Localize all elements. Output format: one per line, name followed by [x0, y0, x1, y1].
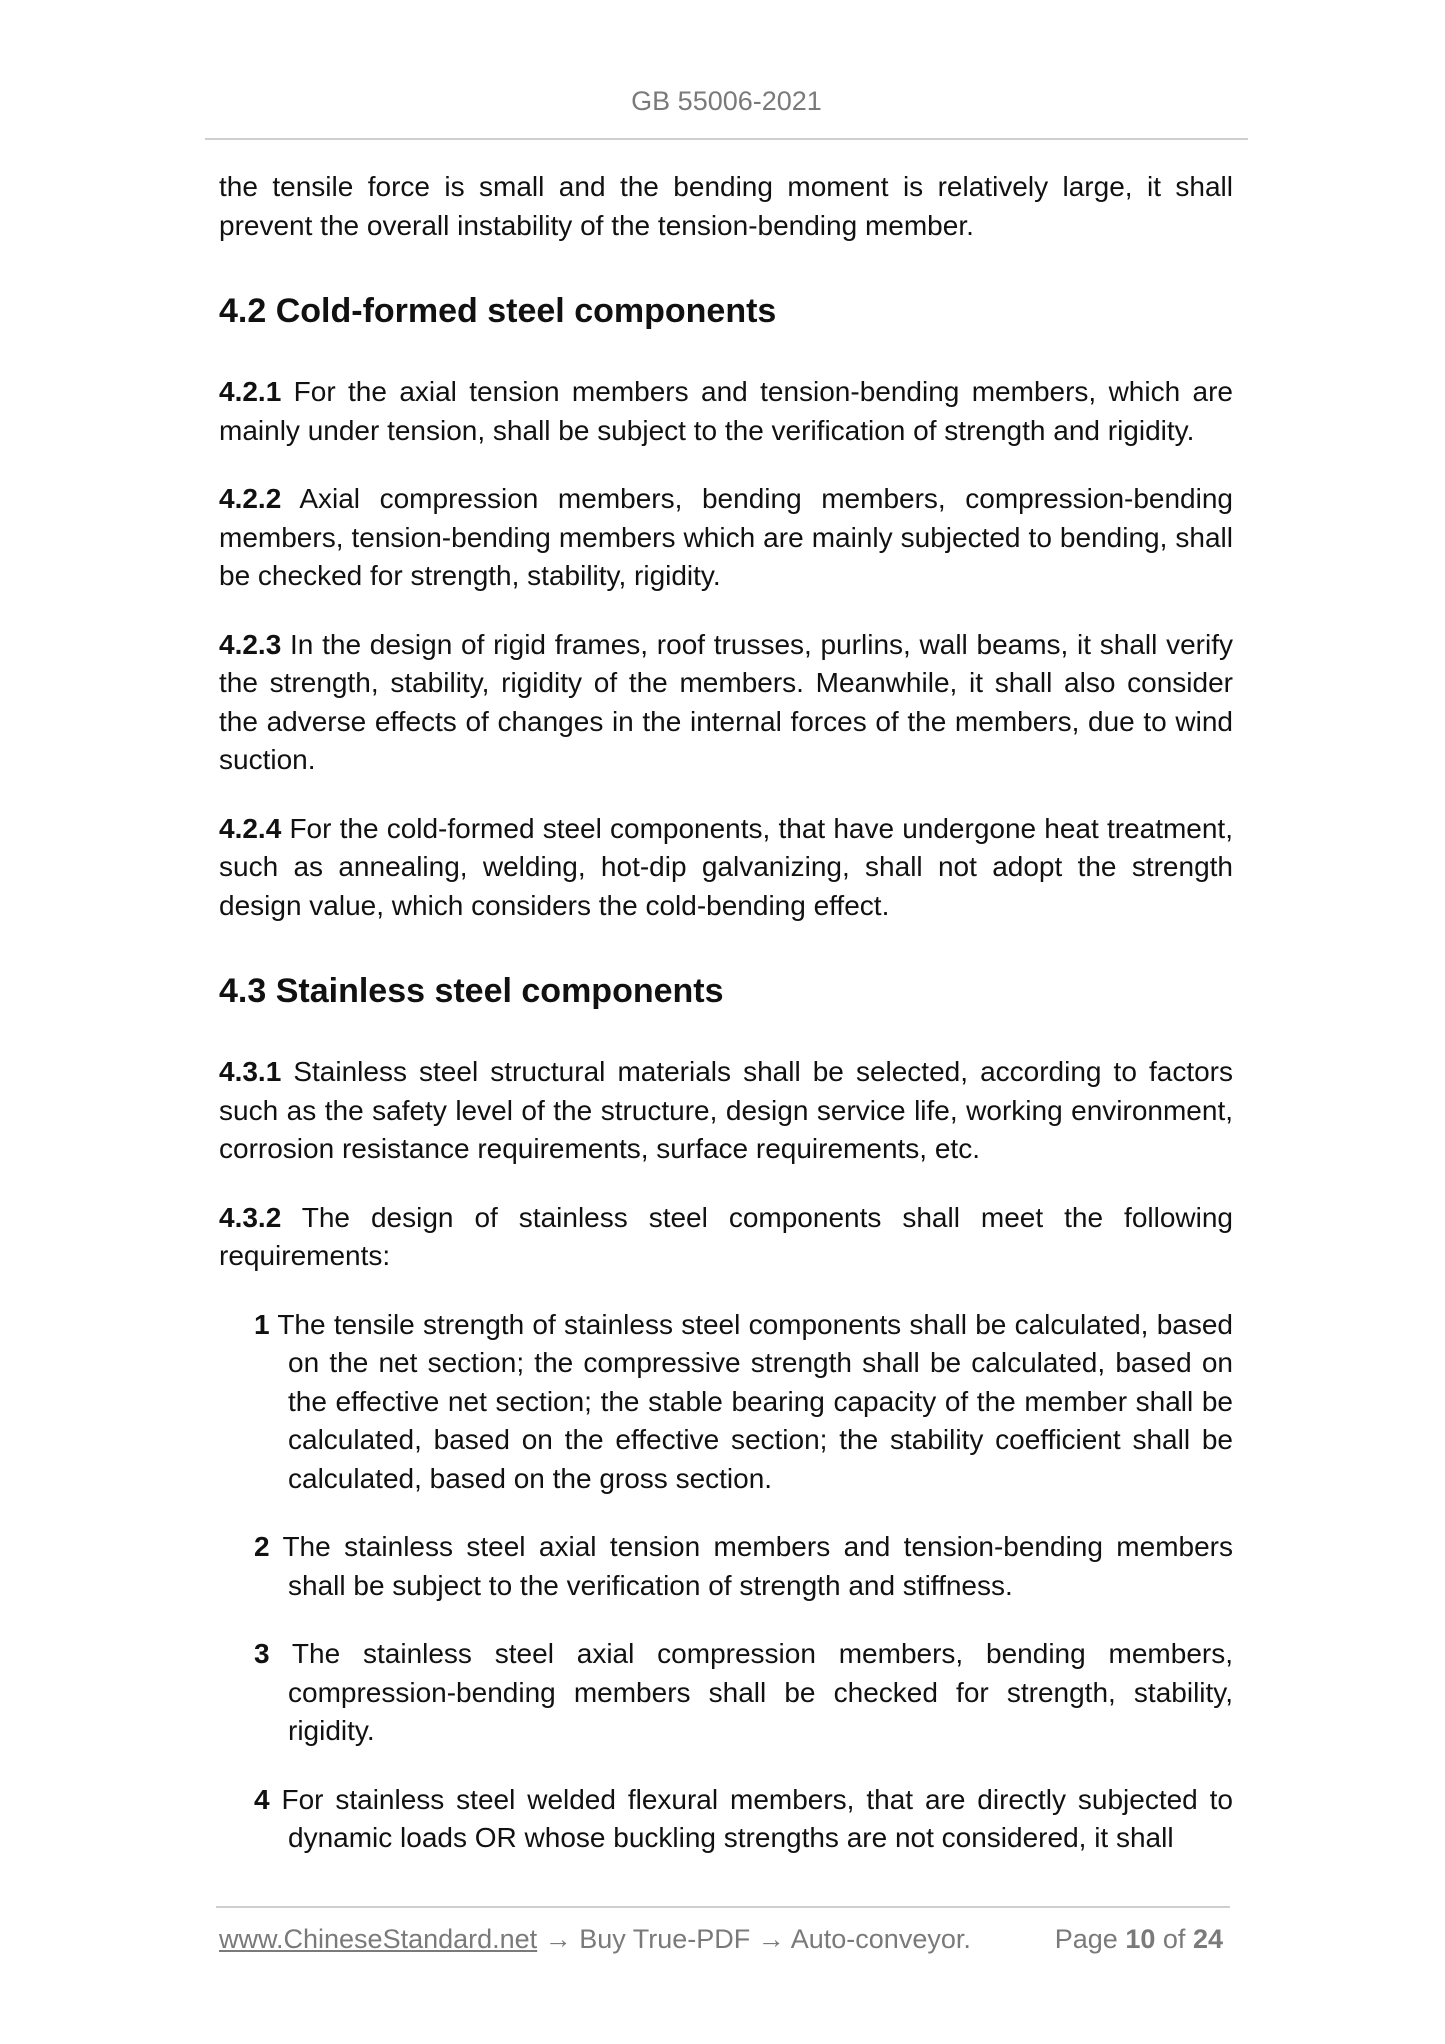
- requirement-item-4: [254, 1781, 1233, 1858]
- page-number-indicator: [1055, 1924, 1223, 1955]
- current-page-number: 10: [1125, 1924, 1156, 1954]
- clause-number: 4.2.1: [219, 376, 282, 407]
- item-number: 3: [254, 1638, 270, 1669]
- page-word: Page: [1054, 1924, 1118, 1954]
- of-word: of: [1162, 1924, 1186, 1954]
- clause-number: 4.2.4: [219, 812, 282, 844]
- item-number: 4: [254, 1783, 270, 1815]
- intro-paragraph: the tensile force is small and the bending moment is relatively large, it shall prevent the overall instability of the tension-bending member.: [219, 171, 1233, 241]
- clause-text: The design of stainless steel components shall meet the following requirements:: [219, 1201, 1233, 1271]
- total-page-count: 24: [1192, 1924, 1223, 1954]
- item-text: The stainless steel axial compression members, bending members, compression-bending members shall be checked for strength, stability, rigidity.: [269, 1638, 1233, 1746]
- document-body: [219, 168, 1233, 1888]
- page-footer: [219, 1924, 1229, 1955]
- clause-number: 4.3.1: [219, 1056, 282, 1087]
- requirement-item-2: [254, 1528, 1233, 1605]
- item-text: The tensile strength of stainless steel components shall be calculated, based on the net section; the compressive strength shall be calculated, based on the effective net section; the stable bearing capacity of the member shall be calculated, based on the effective section; the stability coefficient shall be calculated, based on the gross section.: [269, 1308, 1233, 1494]
- header-divider: [205, 138, 1248, 140]
- clause-text: For the axial tension members and tension-bending members, which are mainly under tension, shall be subject to the verification of strength and rigidity.: [219, 376, 1233, 446]
- clause-number: 4.2.3: [219, 628, 282, 660]
- item-number: 1: [254, 1308, 270, 1340]
- section-heading-4-3: 4.3 Stainless steel components: [219, 972, 724, 1010]
- clause-text: Axial compression members, bending members, compression-bending members, tension-bending members which are mainly subjected to bending, shall be checked for strength, stability, rigidity.: [219, 483, 1233, 591]
- website-link[interactable]: www.ChineseStandard.net: [219, 1924, 538, 1954]
- clause-number: 4.3.2: [219, 1201, 282, 1233]
- clause-number: 4.2.2: [219, 483, 282, 514]
- clause-4-2-4: [219, 810, 1233, 926]
- section-heading-4-2: 4.2 Cold-formed steel components: [219, 292, 777, 330]
- item-text: The stainless steel axial tension members and tension-bending members shall be subject to the verification of strength and stiffness.: [269, 1531, 1233, 1601]
- item-text: For stainless steel welded flexural members, that are directly subjected to dynamic loads OR whose buckling strengths are not considered, it shall: [269, 1783, 1233, 1853]
- clause-4-3-1: [219, 1053, 1233, 1169]
- clause-4-2-1: [219, 373, 1233, 450]
- clause-text: Stainless steel structural materials shall be selected, according to factors such as the safety level of the structure, design service life, working environment, corrosion resistance requirements, surface requirements, etc.: [219, 1056, 1233, 1164]
- clause-4-2-3: [219, 626, 1233, 780]
- footer-divider: [216, 1906, 1230, 1908]
- clause-text: In the design of rigid frames, roof trusses, purlins, wall beams, it shall verify the strength, stability, rigidity of the members. Meanwhile, it shall also consider the adverse effects of changes in the internal forces of the members, due to wind suction.: [219, 628, 1233, 775]
- requirement-item-1: [254, 1306, 1233, 1499]
- item-number: 2: [254, 1531, 270, 1562]
- clause-text: For the cold-formed steel components, that have undergone heat treatment, such as annealing, welding, hot-dip galvanizing, shall not adopt the strength design value, which considers the cold-bending effect.: [219, 812, 1233, 921]
- clause-4-3-2: [219, 1199, 1233, 1276]
- clause-4-2-2: [219, 480, 1233, 596]
- document-header-title: GB 55006-2021: [631, 86, 822, 116]
- footer-trail-text: → Buy True-PDF → Auto-conveyor.: [537, 1924, 971, 1954]
- requirement-item-3: [254, 1635, 1233, 1751]
